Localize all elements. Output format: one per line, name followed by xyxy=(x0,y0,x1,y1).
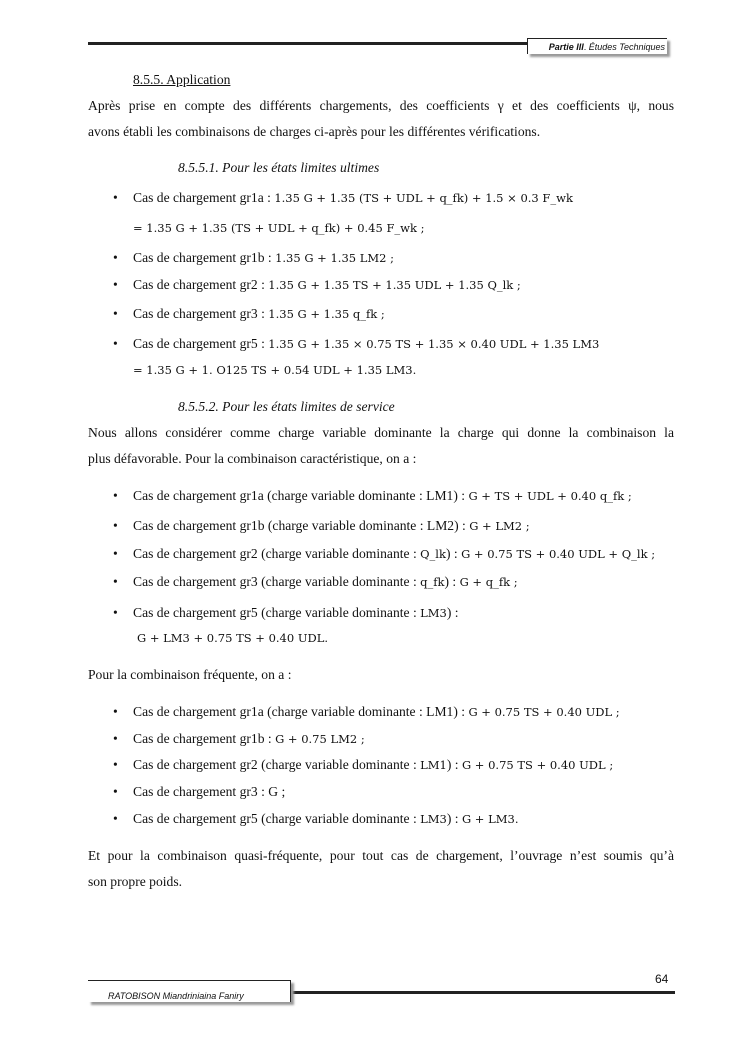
elu-label: Cas de chargement gr1a : xyxy=(133,190,275,205)
char-formula: G + q_fk ; xyxy=(459,575,518,589)
elu-label: Cas de chargement gr2 : xyxy=(133,277,269,292)
bullet-icon: • xyxy=(113,574,118,589)
elu-formula: 1.35 G + 1.35 TS + 1.35 UDL + 1.35 Q_lk ; xyxy=(268,278,521,292)
elu-heading: 8.5.5.1. Pour les états limites ultimes xyxy=(178,160,380,175)
elu-formula: 1.35 G + 1.35 q_fk ; xyxy=(268,307,385,321)
header-rule xyxy=(88,42,528,45)
char-label: Cas de chargement gr3 (charge variable dominante : xyxy=(133,574,421,589)
bullet-icon: • xyxy=(113,605,118,620)
char-after: ) : xyxy=(444,574,460,589)
elu-formula-continued: = 1.35 G + 1. O125 TS + 0.54 UDL + 1.35 LM3. xyxy=(133,363,417,377)
char-label: Cas de chargement gr1a (charge variable dominante : LM1) : xyxy=(133,488,469,503)
bullet-icon: • xyxy=(113,488,118,503)
char-dominant: LM3 xyxy=(420,606,447,620)
bullet-icon: • xyxy=(113,546,118,561)
char-formula-continued: G + LM3 + 0.75 TS + 0.40 UDL. xyxy=(137,631,329,645)
char-dominant: Q_lk xyxy=(420,547,446,561)
freq-label: Cas de chargement gr5 (charge variable dominante : xyxy=(133,811,421,826)
footer-author: RATOBISON Miandriniaina Faniry xyxy=(88,980,291,1002)
bullet-icon: • xyxy=(113,731,118,746)
bullet-icon: • xyxy=(113,336,118,351)
header-separator: . xyxy=(583,42,589,52)
bullet-icon: • xyxy=(113,190,118,205)
freq-formula: G + 0.75 LM2 ; xyxy=(275,732,365,746)
freq-label: Cas de chargement gr1b : xyxy=(133,731,276,746)
header-part: Partie III xyxy=(548,42,584,52)
quasi-line-1: Et pour la combinaison quasi-fréquente, pour tout cas de chargement, l’ouvrage n’est soumis qu’à xyxy=(88,848,674,863)
elu-formula: 1.35 G + 1.35 (TS + UDL + q_fk) + 1.5 × 0.3 F_wk xyxy=(274,191,573,205)
page-number: 64 xyxy=(655,972,669,986)
char-label: Cas de chargement gr5 (charge variable dominante : xyxy=(133,605,421,620)
freq-dominant: LM3 xyxy=(420,812,447,826)
bullet-icon: • xyxy=(113,784,118,799)
bullet-icon: • xyxy=(113,811,118,826)
bullet-icon: • xyxy=(113,277,118,292)
elu-label: Cas de chargement gr3 : xyxy=(133,306,269,321)
char-label: Cas de chargement gr1b (charge variable dominante : LM2) : xyxy=(133,518,470,533)
freq-formula: G + 0.75 TS + 0.40 UDL ; xyxy=(468,705,620,719)
freq-label: Cas de chargement gr1a (charge variable dominante : LM1) : xyxy=(133,704,469,719)
elu-label: Cas de chargement gr5 : xyxy=(133,336,269,351)
char-label: Cas de chargement gr2 (charge variable dominante : xyxy=(133,546,421,561)
bullet-icon: • xyxy=(113,704,118,719)
els-intro-line-2: plus défavorable. Pour la combinaison caractéristique, on a : xyxy=(88,451,417,466)
frequent-intro: Pour la combinaison fréquente, on a : xyxy=(88,667,292,682)
char-formula: G + TS + UDL + 0.40 q_fk ; xyxy=(468,489,632,503)
freq-formula: G + 0.75 TS + 0.40 UDL ; xyxy=(461,758,614,772)
freq-formula: G + LM3. xyxy=(461,812,519,826)
freq-after: ) : xyxy=(446,757,462,772)
bullet-icon: • xyxy=(113,306,118,321)
freq-label: Cas de chargement gr3 : G ; xyxy=(133,784,286,799)
header-title: Études Techniques xyxy=(588,42,665,52)
intro-line-1: Après prise en compte des différents chargements, des coefficients γ et des coefficients ψ, nous xyxy=(88,98,674,113)
freq-label: Cas de chargement gr2 (charge variable dominante : xyxy=(133,757,421,772)
intro-line-2: avons établi les combinaisons de charges ci-après pour les différentes vérifications. xyxy=(88,124,541,139)
bullet-icon: • xyxy=(113,518,118,533)
elu-label: Cas de chargement gr1b : xyxy=(133,250,276,265)
els-heading: 8.5.5.2. Pour les états limites de service xyxy=(178,399,395,414)
char-dominant: q_fk xyxy=(420,575,445,589)
section-heading: 8.5.5. Application xyxy=(133,72,231,87)
freq-dominant: LM1 xyxy=(420,758,447,772)
char-after: ) : xyxy=(445,546,462,561)
char-after: ) : xyxy=(446,605,459,620)
quasi-line-2: son propre poids. xyxy=(88,874,183,889)
elu-formula: 1.35 G + 1.35 × 0.75 TS + 1.35 × 0.40 UDL + 1.35 LM3 xyxy=(268,337,600,351)
running-header xyxy=(527,38,667,54)
freq-after: ) : xyxy=(446,811,462,826)
els-intro-line-1: Nous allons considérer comme charge variable dominante la charge qui donne la combinaison la xyxy=(88,425,674,440)
char-formula: G + 0.75 TS + 0.40 UDL + Q_lk ; xyxy=(461,547,656,561)
bullet-icon: • xyxy=(113,757,118,772)
char-formula: G + LM2 ; xyxy=(469,519,530,533)
footer-rule xyxy=(290,991,675,994)
elu-formula: 1.35 G + 1.35 LM2 ; xyxy=(275,251,394,265)
bullet-icon: • xyxy=(113,250,118,265)
elu-formula-continued: = 1.35 G + 1.35 (TS + UDL + q_fk) + 0.45 F_wk ; xyxy=(133,221,425,235)
